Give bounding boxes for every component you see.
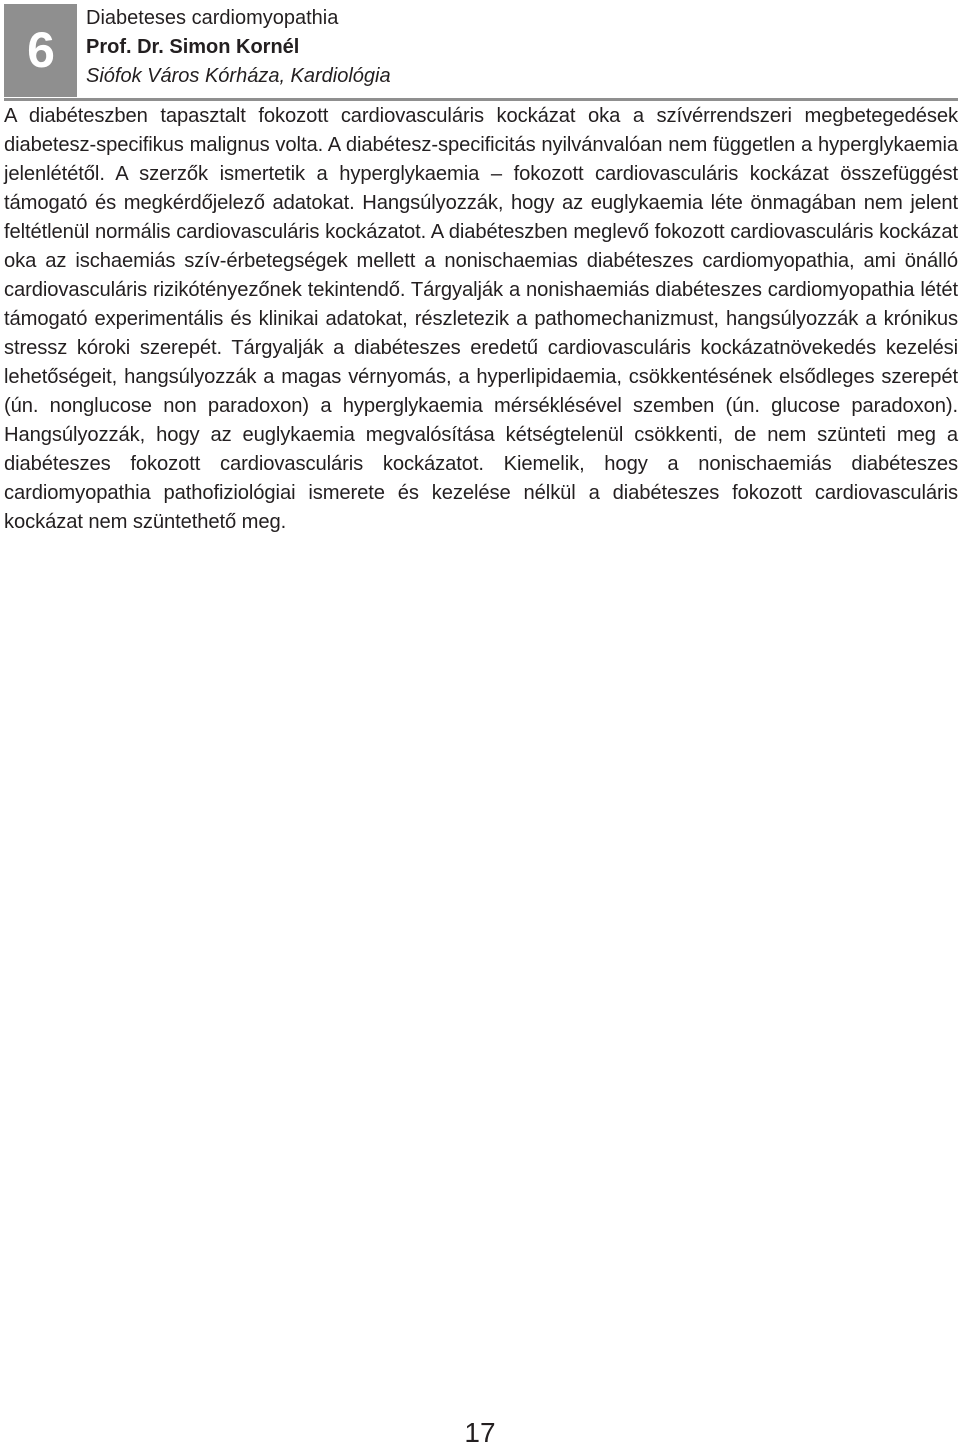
article-title: Diabeteses cardiomyopathia [86, 7, 339, 29]
header-divider [4, 98, 958, 101]
article-author: Prof. Dr. Simon Kornél [86, 36, 300, 58]
article-header-text [86, 4, 786, 91]
article-affiliation: Siófok Város Kórháza, Kardiológia [86, 65, 391, 87]
article-number-badge: 6 [4, 4, 77, 97]
page-number: 17 [464, 1417, 496, 1448]
article-header [4, 4, 958, 98]
article-abstract: A diabéteszben tapasztalt fokozott cardiovasculáris kockázat oka a szívérrendszeri megbetegedések diabetesz-specifikus malignus volta. A diabétesz-specificitás nyilvánvalóan nem független a hyperglykaemia jelenlététől. A szerzők ismertetik a hyperglykaemia – fokozott cardiovasculáris kockázat összefüggést támogató és megkérdőjelező adatokat. Hangsúlyozzák, hogy az euglykaemia léte önmagában nem jelent feltétlenül normális cardiovasculáris kockázatot. A diabéteszben meglevő fokozott cardiovasculáris kockázat oka az ischaemiás szív-érbetegségek mellett a nonischaemias diabéteszes cardiomyopathia, ami önálló cardiovasculáris rizikótényezőnek tekintendő. Tárgyalják a nonishaemiás diabéteszes cardiomyopathia létét támogató experimentális és klinikai adatokat, részletezik a pathomechanizmust, hangsúlyozzák a krónikus stressz kóroki szerepét. Tárgyalják a diabéteszes eredetű cardiovasculáris kockázatnövekedés kezelési lehetőségeit, hangsúlyozzák a magas vérnyomás, a hyperlipidaemia, csökkentésének elsődleges szerepét (ún. nonglucose non paradoxon) a hyperglykaemia mérséklésével szemben (ún. glucose paradoxon). Hangsúlyozzák, hogy az euglykaemia megvalósítása kétségtelenül csökkenti, de nem szünteti meg a diabéteszes fokozott cardiovasculáris kockázatot. Kiemelik, hogy a nonischaemiás diabéteszes cardiomyopathia pathofiziológiai ismerete és kezelése nélkül a diabéteszes fokozott cardiovasculáris kockázat nem szüntethető meg. [4, 105, 958, 533]
